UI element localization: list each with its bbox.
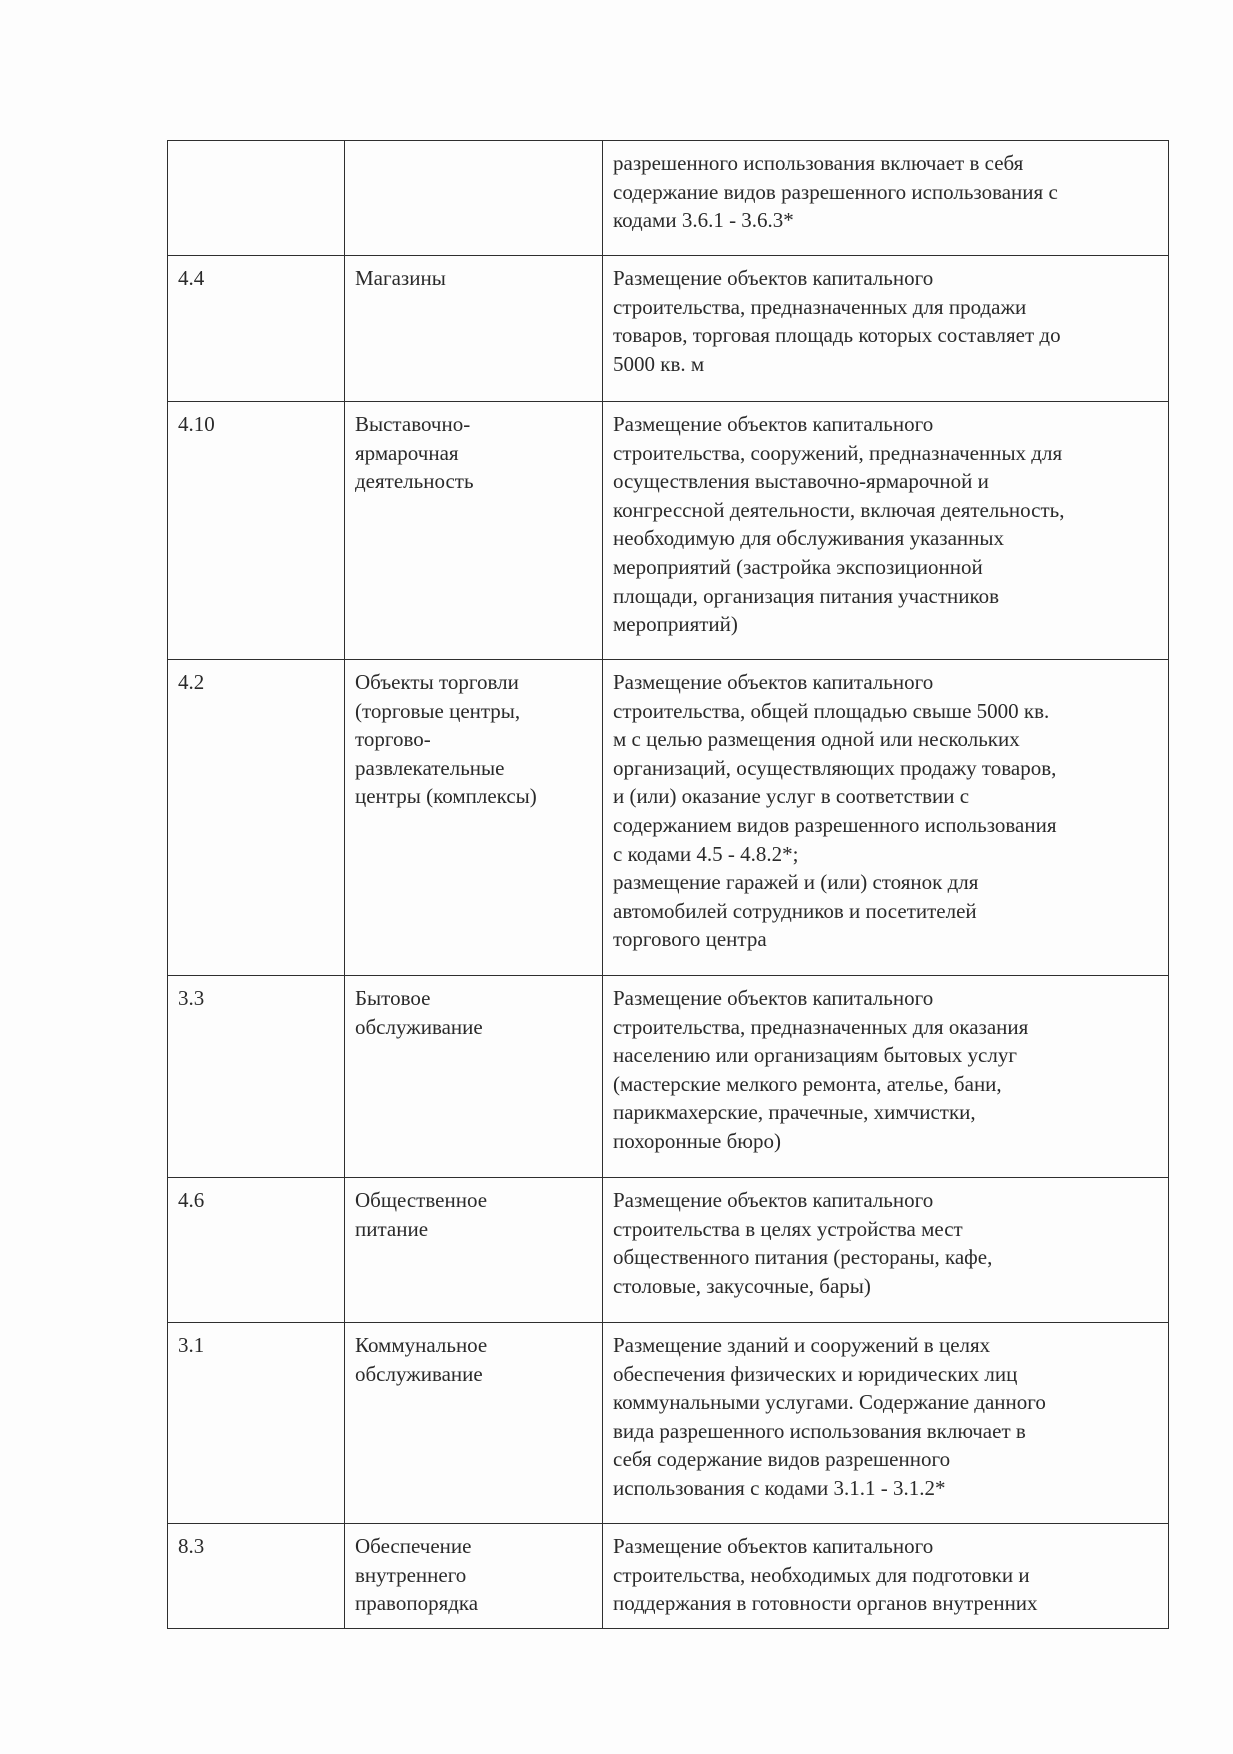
use-name: Коммунальное обслуживание [345, 1323, 603, 1524]
table-row [168, 141, 1169, 256]
use-code: 4.6 [168, 1178, 345, 1323]
use-description: Размещение объектов капитального строительства, предназначенных для продажи товаров, торговая площадь которых составляет до 5000 кв. м [603, 256, 1169, 402]
use-description: Размещение объектов капитального строительства, предназначенных для оказания населению или организациям бытовых услуг (мастерские мелкого ремонта, ателье, бани, парикмахерские, прачечные, химчистки, похоронные бюро) [603, 976, 1169, 1178]
table-row [168, 402, 1169, 660]
use-description: Размещение объектов капитального строительства в целях устройства мест общественного питания (рестораны, кафе, столовые, закусочные, бары) [603, 1178, 1169, 1323]
use-code: 4.4 [168, 256, 345, 402]
use-description: Размещение объектов капитального строительства, общей площадью свыше 5000 кв. м с целью размещения одной или нескольких организаций, осуществляющих продажу товаров, и (или) оказание услуг в соответствии с содержанием видов разрешенного использования с кодами 4.5 - 4.8.2*; размещение гаражей и (или) стоянок для автомобилей сотрудников и посетителей торгового центра [603, 660, 1169, 976]
use-code: 8.3 [168, 1524, 345, 1629]
table-row [168, 256, 1169, 402]
use-code: 3.3 [168, 976, 345, 1178]
table-row [168, 660, 1169, 976]
use-code: 4.2 [168, 660, 345, 976]
use-name [345, 141, 603, 256]
use-code [168, 141, 345, 256]
table-row [168, 1178, 1169, 1323]
use-description: Размещение объектов капитального строительства, сооружений, предназначенных для осуществления выставочно-ярмарочной и конгрессной деятельности, включая деятельность, необходимую для обслуживания указанных мероприятий (застройка экспозиционной площади, организация питания участников мероприятий) [603, 402, 1169, 660]
table-row [168, 1323, 1169, 1524]
use-code: 3.1 [168, 1323, 345, 1524]
use-name: Обеспечение внутреннего правопорядка [345, 1524, 603, 1629]
use-description: Размещение объектов капитального строительства, необходимых для подготовки и поддержания в готовности органов внутренних [603, 1524, 1169, 1629]
land-use-table [167, 140, 1169, 1629]
use-name: Общественное питание [345, 1178, 603, 1323]
use-name: Бытовое обслуживание [345, 976, 603, 1178]
use-name: Магазины [345, 256, 603, 402]
table-row [168, 1524, 1169, 1629]
table-row [168, 976, 1169, 1178]
use-description: разрешенного использования включает в себя содержание видов разрешенного использования с кодами 3.6.1 - 3.6.3* [603, 141, 1169, 256]
use-description: Размещение зданий и сооружений в целях обеспечения физических и юридических лиц коммунальными услугами. Содержание данного вида разрешенного использования включает в себя содержание видов разрешенного использования с кодами 3.1.1 - 3.1.2* [603, 1323, 1169, 1524]
use-name: Объекты торговли (торговые центры, торгово- развлекательные центры (комплексы) [345, 660, 603, 976]
use-name: Выставочно- ярмарочная деятельность [345, 402, 603, 660]
use-code: 4.10 [168, 402, 345, 660]
